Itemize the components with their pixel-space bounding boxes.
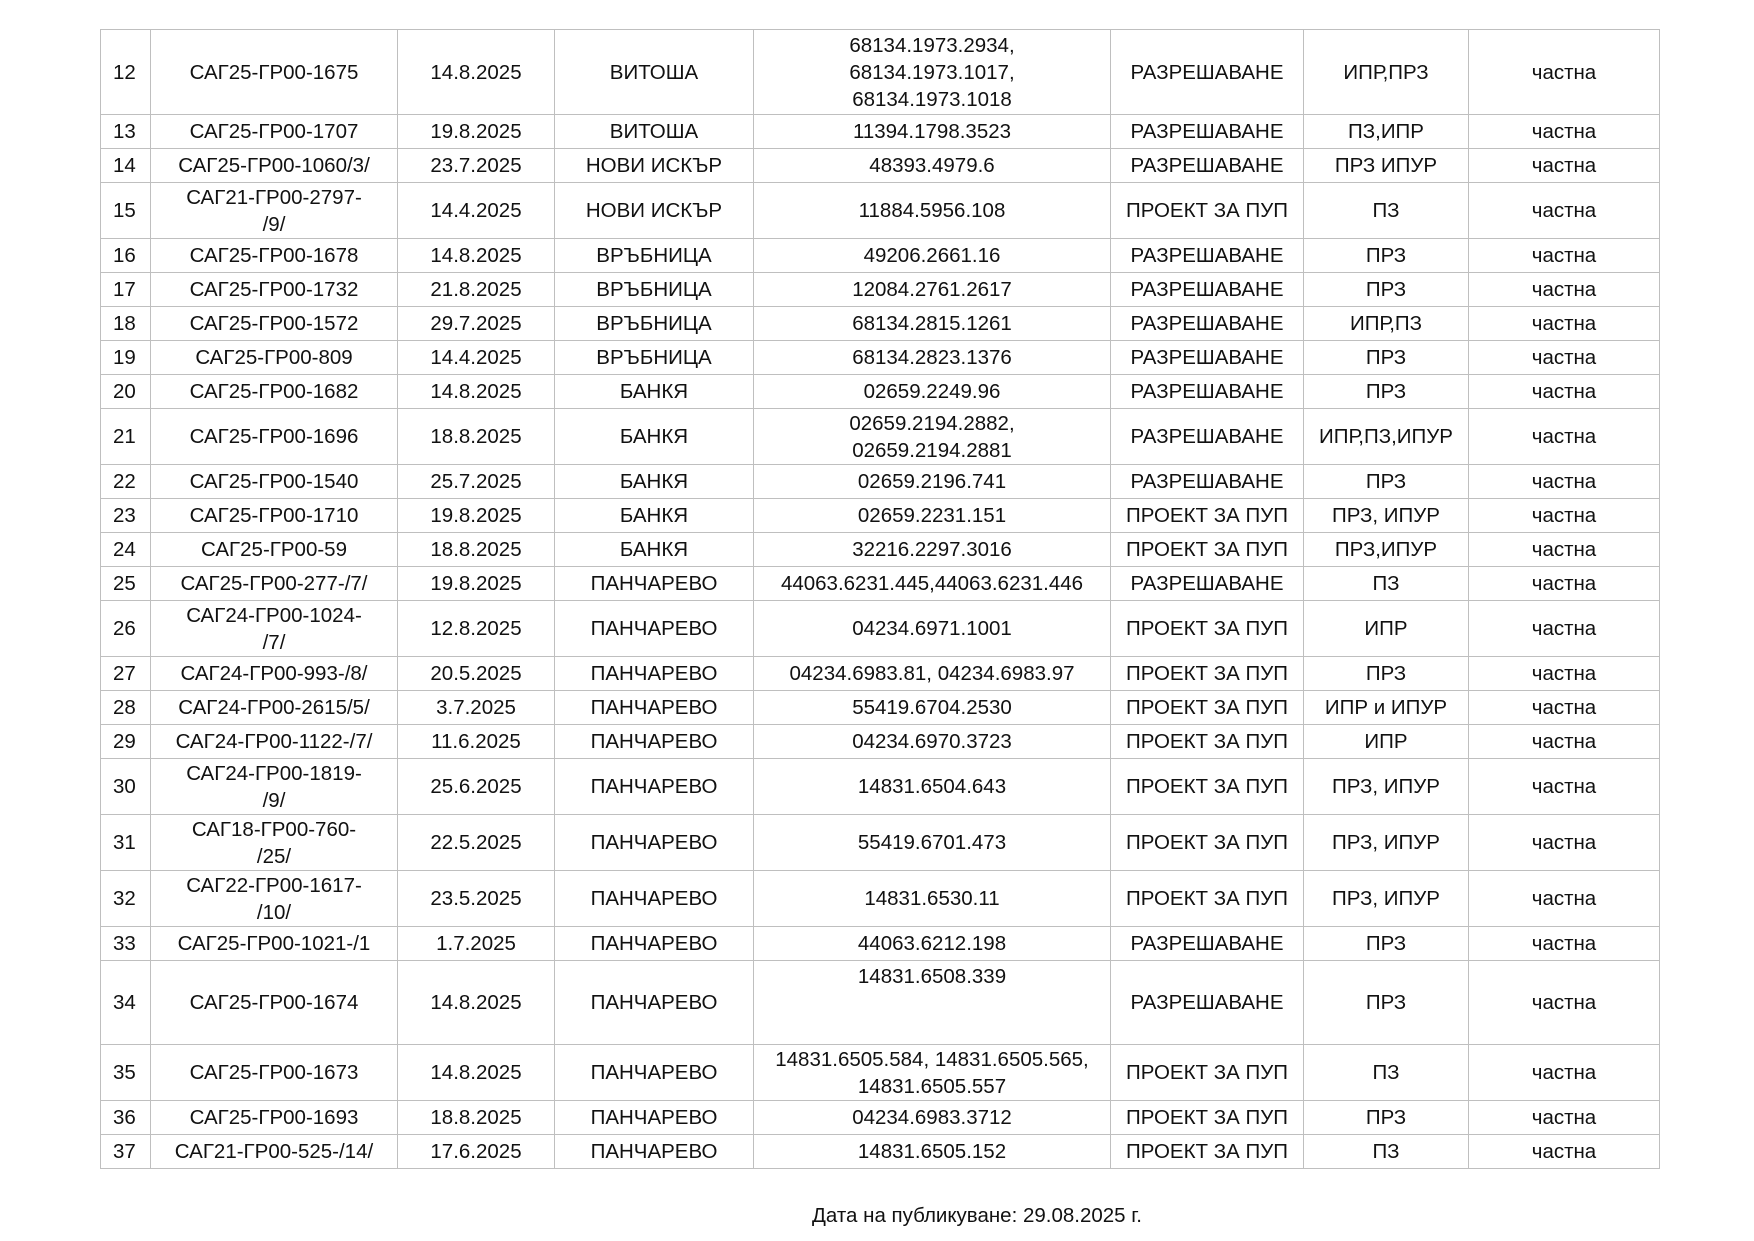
- case-number-cell: САГ25-ГР00-1060/3/: [151, 149, 398, 183]
- procedure-type-cell: РАЗРЕШАВАНЕ: [1111, 567, 1304, 601]
- documents-cell: ПЗ: [1304, 1135, 1469, 1169]
- row-number-cell: 24: [101, 533, 151, 567]
- ownership-cell: частна: [1469, 533, 1660, 567]
- documents-cell: ПЗ: [1304, 183, 1469, 239]
- district-cell: БАНКЯ: [555, 533, 754, 567]
- table-row: [101, 1101, 1660, 1135]
- documents-cell: ИПР и ИПУР: [1304, 691, 1469, 725]
- submission-date-cell: 14.4.2025: [398, 341, 555, 375]
- documents-cell: ПЗ: [1304, 1045, 1469, 1101]
- submission-date-cell: 14.8.2025: [398, 1045, 555, 1101]
- cadastral-ids-cell: 68134.1973.2934, 68134.1973.1017, 68134.1973.1018: [754, 30, 1111, 115]
- row-number-cell: 31: [101, 815, 151, 871]
- row-number-cell: 32: [101, 871, 151, 927]
- cadastral-ids-cell: 55419.6704.2530: [754, 691, 1111, 725]
- cadastral-ids-cell: 04234.6983.3712: [754, 1101, 1111, 1135]
- permits-table: [100, 29, 1660, 1169]
- cadastral-ids-cell: 02659.2249.96: [754, 375, 1111, 409]
- publication-date: Дата на публикуване: 29.08.2025 г.: [812, 1204, 1142, 1227]
- district-cell: ВРЪБНИЦА: [555, 307, 754, 341]
- documents-cell: ИПР,ПРЗ: [1304, 30, 1469, 115]
- table-row: [101, 409, 1660, 465]
- district-cell: БАНКЯ: [555, 499, 754, 533]
- documents-cell: ПРЗ, ИПУР: [1304, 815, 1469, 871]
- procedure-type-cell: РАЗРЕШАВАНЕ: [1111, 375, 1304, 409]
- procedure-type-cell: РАЗРЕШАВАНЕ: [1111, 307, 1304, 341]
- case-number-cell: САГ22-ГР00-1617- /10/: [151, 871, 398, 927]
- row-number-cell: 15: [101, 183, 151, 239]
- case-number-cell: САГ24-ГР00-2615/5/: [151, 691, 398, 725]
- case-number-cell: САГ24-ГР00-1024- /7/: [151, 601, 398, 657]
- table-row: [101, 149, 1660, 183]
- case-number-cell: САГ25-ГР00-1693: [151, 1101, 398, 1135]
- ownership-cell: частна: [1469, 725, 1660, 759]
- row-number-cell: 14: [101, 149, 151, 183]
- district-cell: ВИТОША: [555, 30, 754, 115]
- case-number-cell: САГ24-ГР00-1819- /9/: [151, 759, 398, 815]
- case-number-cell: САГ25-ГР00-1572: [151, 307, 398, 341]
- case-number-cell: САГ25-ГР00-1696: [151, 409, 398, 465]
- row-number-cell: 17: [101, 273, 151, 307]
- district-cell: ВРЪБНИЦА: [555, 341, 754, 375]
- row-number-cell: 35: [101, 1045, 151, 1101]
- case-number-cell: САГ25-ГР00-1540: [151, 465, 398, 499]
- submission-date-cell: 3.7.2025: [398, 691, 555, 725]
- district-cell: БАНКЯ: [555, 375, 754, 409]
- table-row: [101, 759, 1660, 815]
- case-number-cell: САГ24-ГР00-1122-/7/: [151, 725, 398, 759]
- submission-date-cell: 14.8.2025: [398, 375, 555, 409]
- table-row: [101, 499, 1660, 533]
- row-number-cell: 25: [101, 567, 151, 601]
- table-row: [101, 115, 1660, 149]
- district-cell: БАНКЯ: [555, 465, 754, 499]
- submission-date-cell: 12.8.2025: [398, 601, 555, 657]
- cadastral-ids-cell: 14831.6505.152: [754, 1135, 1111, 1169]
- cadastral-ids-cell: 44063.6212.198: [754, 927, 1111, 961]
- ownership-cell: частна: [1469, 567, 1660, 601]
- district-cell: ПАНЧАРЕВО: [555, 1135, 754, 1169]
- row-number-cell: 19: [101, 341, 151, 375]
- ownership-cell: частна: [1469, 341, 1660, 375]
- table-row: [101, 691, 1660, 725]
- procedure-type-cell: ПРОЕКТ ЗА ПУП: [1111, 725, 1304, 759]
- ownership-cell: частна: [1469, 961, 1660, 1045]
- cadastral-ids-cell: 14831.6505.584, 14831.6505.565, 14831.6505.557: [754, 1045, 1111, 1101]
- table-row: [101, 871, 1660, 927]
- cadastral-ids-cell: 44063.6231.445,44063.6231.446: [754, 567, 1111, 601]
- row-number-cell: 28: [101, 691, 151, 725]
- row-number-cell: 34: [101, 961, 151, 1045]
- cadastral-ids-cell: 32216.2297.3016: [754, 533, 1111, 567]
- district-cell: БАНКЯ: [555, 409, 754, 465]
- documents-cell: ПРЗ, ИПУР: [1304, 759, 1469, 815]
- procedure-type-cell: ПРОЕКТ ЗА ПУП: [1111, 871, 1304, 927]
- row-number-cell: 27: [101, 657, 151, 691]
- district-cell: ПАНЧАРЕВО: [555, 567, 754, 601]
- documents-cell: ПРЗ: [1304, 465, 1469, 499]
- case-number-cell: САГ24-ГР00-993-/8/: [151, 657, 398, 691]
- row-number-cell: 23: [101, 499, 151, 533]
- row-number-cell: 18: [101, 307, 151, 341]
- case-number-cell: САГ21-ГР00-2797- /9/: [151, 183, 398, 239]
- documents-cell: ПРЗ: [1304, 1101, 1469, 1135]
- procedure-type-cell: ПРОЕКТ ЗА ПУП: [1111, 759, 1304, 815]
- ownership-cell: частна: [1469, 307, 1660, 341]
- documents-cell: ПРЗ ИПУР: [1304, 149, 1469, 183]
- district-cell: ВРЪБНИЦА: [555, 273, 754, 307]
- case-number-cell: САГ25-ГР00-1732: [151, 273, 398, 307]
- table-row: [101, 341, 1660, 375]
- table-row: [101, 30, 1660, 115]
- ownership-cell: частна: [1469, 375, 1660, 409]
- procedure-type-cell: ПРОЕКТ ЗА ПУП: [1111, 657, 1304, 691]
- submission-date-cell: 14.4.2025: [398, 183, 555, 239]
- table-row: [101, 725, 1660, 759]
- documents-cell: ПРЗ: [1304, 927, 1469, 961]
- document-sheet: [100, 29, 1660, 1227]
- submission-date-cell: 29.7.2025: [398, 307, 555, 341]
- submission-date-cell: 1.7.2025: [398, 927, 555, 961]
- ownership-cell: частна: [1469, 759, 1660, 815]
- documents-cell: ПРЗ: [1304, 375, 1469, 409]
- submission-date-cell: 19.8.2025: [398, 499, 555, 533]
- case-number-cell: САГ25-ГР00-809: [151, 341, 398, 375]
- submission-date-cell: 18.8.2025: [398, 1101, 555, 1135]
- row-number-cell: 36: [101, 1101, 151, 1135]
- district-cell: ПАНЧАРЕВО: [555, 1101, 754, 1135]
- submission-date-cell: 20.5.2025: [398, 657, 555, 691]
- row-number-cell: 16: [101, 239, 151, 273]
- cadastral-ids-cell: 04234.6983.81, 04234.6983.97: [754, 657, 1111, 691]
- procedure-type-cell: ПРОЕКТ ЗА ПУП: [1111, 1045, 1304, 1101]
- documents-cell: ПРЗ: [1304, 273, 1469, 307]
- district-cell: ПАНЧАРЕВО: [555, 601, 754, 657]
- submission-date-cell: 17.6.2025: [398, 1135, 555, 1169]
- submission-date-cell: 25.6.2025: [398, 759, 555, 815]
- district-cell: ПАНЧАРЕВО: [555, 657, 754, 691]
- cadastral-ids-cell: 12084.2761.2617: [754, 273, 1111, 307]
- ownership-cell: частна: [1469, 691, 1660, 725]
- ownership-cell: частна: [1469, 1045, 1660, 1101]
- table-row: [101, 307, 1660, 341]
- ownership-cell: частна: [1469, 465, 1660, 499]
- table-row: [101, 183, 1660, 239]
- ownership-cell: частна: [1469, 1101, 1660, 1135]
- row-number-cell: 12: [101, 30, 151, 115]
- procedure-type-cell: РАЗРЕШАВАНЕ: [1111, 927, 1304, 961]
- submission-date-cell: 19.8.2025: [398, 115, 555, 149]
- ownership-cell: частна: [1469, 499, 1660, 533]
- table-row: [101, 815, 1660, 871]
- ownership-cell: частна: [1469, 927, 1660, 961]
- district-cell: НОВИ ИСКЪР: [555, 149, 754, 183]
- cadastral-ids-cell: 55419.6701.473: [754, 815, 1111, 871]
- row-number-cell: 22: [101, 465, 151, 499]
- table-row: [101, 567, 1660, 601]
- case-number-cell: САГ25-ГР00-59: [151, 533, 398, 567]
- procedure-type-cell: ПРОЕКТ ЗА ПУП: [1111, 499, 1304, 533]
- district-cell: ВИТОША: [555, 115, 754, 149]
- documents-cell: ПРЗ: [1304, 239, 1469, 273]
- procedure-type-cell: РАЗРЕШАВАНЕ: [1111, 115, 1304, 149]
- ownership-cell: частна: [1469, 30, 1660, 115]
- cadastral-ids-cell: 14831.6530.11: [754, 871, 1111, 927]
- row-number-cell: 20: [101, 375, 151, 409]
- cadastral-ids-cell: 11394.1798.3523: [754, 115, 1111, 149]
- submission-date-cell: 23.5.2025: [398, 871, 555, 927]
- cadastral-ids-cell: 14831.6508.339: [754, 961, 1111, 1045]
- district-cell: ПАНЧАРЕВО: [555, 725, 754, 759]
- case-number-cell: САГ25-ГР00-1021-/1: [151, 927, 398, 961]
- row-number-cell: 37: [101, 1135, 151, 1169]
- ownership-cell: частна: [1469, 149, 1660, 183]
- ownership-cell: частна: [1469, 815, 1660, 871]
- ownership-cell: частна: [1469, 239, 1660, 273]
- procedure-type-cell: ПРОЕКТ ЗА ПУП: [1111, 1135, 1304, 1169]
- procedure-type-cell: ПРОЕКТ ЗА ПУП: [1111, 1101, 1304, 1135]
- ownership-cell: частна: [1469, 601, 1660, 657]
- case-number-cell: САГ25-ГР00-1707: [151, 115, 398, 149]
- row-number-cell: 21: [101, 409, 151, 465]
- procedure-type-cell: РАЗРЕШАВАНЕ: [1111, 149, 1304, 183]
- ownership-cell: частна: [1469, 1135, 1660, 1169]
- cadastral-ids-cell: 48393.4979.6: [754, 149, 1111, 183]
- documents-cell: ИПР,ПЗ: [1304, 307, 1469, 341]
- row-number-cell: 29: [101, 725, 151, 759]
- case-number-cell: САГ25-ГР00-1678: [151, 239, 398, 273]
- procedure-type-cell: РАЗРЕШАВАНЕ: [1111, 961, 1304, 1045]
- district-cell: ПАНЧАРЕВО: [555, 871, 754, 927]
- submission-date-cell: 22.5.2025: [398, 815, 555, 871]
- submission-date-cell: 21.8.2025: [398, 273, 555, 307]
- procedure-type-cell: РАЗРЕШАВАНЕ: [1111, 341, 1304, 375]
- documents-cell: ИПР,ПЗ,ИПУР: [1304, 409, 1469, 465]
- submission-date-cell: 23.7.2025: [398, 149, 555, 183]
- table-row: [101, 961, 1660, 1045]
- ownership-cell: частна: [1469, 273, 1660, 307]
- ownership-cell: частна: [1469, 409, 1660, 465]
- table-row: [101, 239, 1660, 273]
- cadastral-ids-cell: 02659.2231.151: [754, 499, 1111, 533]
- case-number-cell: САГ21-ГР00-525-/14/: [151, 1135, 398, 1169]
- district-cell: ВРЪБНИЦА: [555, 239, 754, 273]
- documents-cell: ПРЗ, ИПУР: [1304, 499, 1469, 533]
- cadastral-ids-cell: 68134.2815.1261: [754, 307, 1111, 341]
- ownership-cell: частна: [1469, 183, 1660, 239]
- row-number-cell: 13: [101, 115, 151, 149]
- table-row: [101, 273, 1660, 307]
- table-row: [101, 927, 1660, 961]
- table-row: [101, 465, 1660, 499]
- cadastral-ids-cell: 11884.5956.108: [754, 183, 1111, 239]
- documents-cell: ИПР: [1304, 725, 1469, 759]
- case-number-cell: САГ25-ГР00-277-/7/: [151, 567, 398, 601]
- table-row: [101, 533, 1660, 567]
- table-body: [101, 30, 1660, 1169]
- table-row: [101, 601, 1660, 657]
- documents-cell: ПРЗ,ИПУР: [1304, 533, 1469, 567]
- cadastral-ids-cell: 49206.2661.16: [754, 239, 1111, 273]
- district-cell: ПАНЧАРЕВО: [555, 691, 754, 725]
- documents-cell: ПРЗ: [1304, 657, 1469, 691]
- submission-date-cell: 14.8.2025: [398, 30, 555, 115]
- row-number-cell: 26: [101, 601, 151, 657]
- documents-cell: ПРЗ: [1304, 341, 1469, 375]
- case-number-cell: САГ18-ГР00-760- /25/: [151, 815, 398, 871]
- cadastral-ids-cell: 02659.2196.741: [754, 465, 1111, 499]
- cadastral-ids-cell: 04234.6970.3723: [754, 725, 1111, 759]
- case-number-cell: САГ25-ГР00-1673: [151, 1045, 398, 1101]
- procedure-type-cell: РАЗРЕШАВАНЕ: [1111, 239, 1304, 273]
- documents-cell: ПРЗ, ИПУР: [1304, 871, 1469, 927]
- documents-cell: ИПР: [1304, 601, 1469, 657]
- table-row: [101, 1135, 1660, 1169]
- procedure-type-cell: ПРОЕКТ ЗА ПУП: [1111, 533, 1304, 567]
- row-number-cell: 33: [101, 927, 151, 961]
- cadastral-ids-cell: 04234.6971.1001: [754, 601, 1111, 657]
- documents-cell: ПРЗ: [1304, 961, 1469, 1045]
- ownership-cell: частна: [1469, 657, 1660, 691]
- case-number-cell: САГ25-ГР00-1682: [151, 375, 398, 409]
- case-number-cell: САГ25-ГР00-1710: [151, 499, 398, 533]
- district-cell: ПАНЧАРЕВО: [555, 961, 754, 1045]
- case-number-cell: САГ25-ГР00-1675: [151, 30, 398, 115]
- table-row: [101, 1045, 1660, 1101]
- submission-date-cell: 14.8.2025: [398, 239, 555, 273]
- case-number-cell: САГ25-ГР00-1674: [151, 961, 398, 1045]
- district-cell: ПАНЧАРЕВО: [555, 1045, 754, 1101]
- procedure-type-cell: ПРОЕКТ ЗА ПУП: [1111, 601, 1304, 657]
- procedure-type-cell: РАЗРЕШАВАНЕ: [1111, 409, 1304, 465]
- ownership-cell: частна: [1469, 115, 1660, 149]
- procedure-type-cell: ПРОЕКТ ЗА ПУП: [1111, 691, 1304, 725]
- submission-date-cell: 11.6.2025: [398, 725, 555, 759]
- procedure-type-cell: РАЗРЕШАВАНЕ: [1111, 273, 1304, 307]
- cadastral-ids-cell: 14831.6504.643: [754, 759, 1111, 815]
- row-number-cell: 30: [101, 759, 151, 815]
- submission-date-cell: 18.8.2025: [398, 409, 555, 465]
- district-cell: ПАНЧАРЕВО: [555, 759, 754, 815]
- table-row: [101, 657, 1660, 691]
- ownership-cell: частна: [1469, 871, 1660, 927]
- submission-date-cell: 25.7.2025: [398, 465, 555, 499]
- district-cell: ПАНЧАРЕВО: [555, 927, 754, 961]
- cadastral-ids-cell: 02659.2194.2882, 02659.2194.2881: [754, 409, 1111, 465]
- procedure-type-cell: ПРОЕКТ ЗА ПУП: [1111, 183, 1304, 239]
- submission-date-cell: 14.8.2025: [398, 961, 555, 1045]
- submission-date-cell: 19.8.2025: [398, 567, 555, 601]
- procedure-type-cell: РАЗРЕШАВАНЕ: [1111, 465, 1304, 499]
- procedure-type-cell: ПРОЕКТ ЗА ПУП: [1111, 815, 1304, 871]
- submission-date-cell: 18.8.2025: [398, 533, 555, 567]
- documents-cell: ПЗ,ИПР: [1304, 115, 1469, 149]
- district-cell: НОВИ ИСКЪР: [555, 183, 754, 239]
- documents-cell: ПЗ: [1304, 567, 1469, 601]
- table-row: [101, 375, 1660, 409]
- cadastral-ids-cell: 68134.2823.1376: [754, 341, 1111, 375]
- district-cell: ПАНЧАРЕВО: [555, 815, 754, 871]
- procedure-type-cell: РАЗРЕШАВАНЕ: [1111, 30, 1304, 115]
